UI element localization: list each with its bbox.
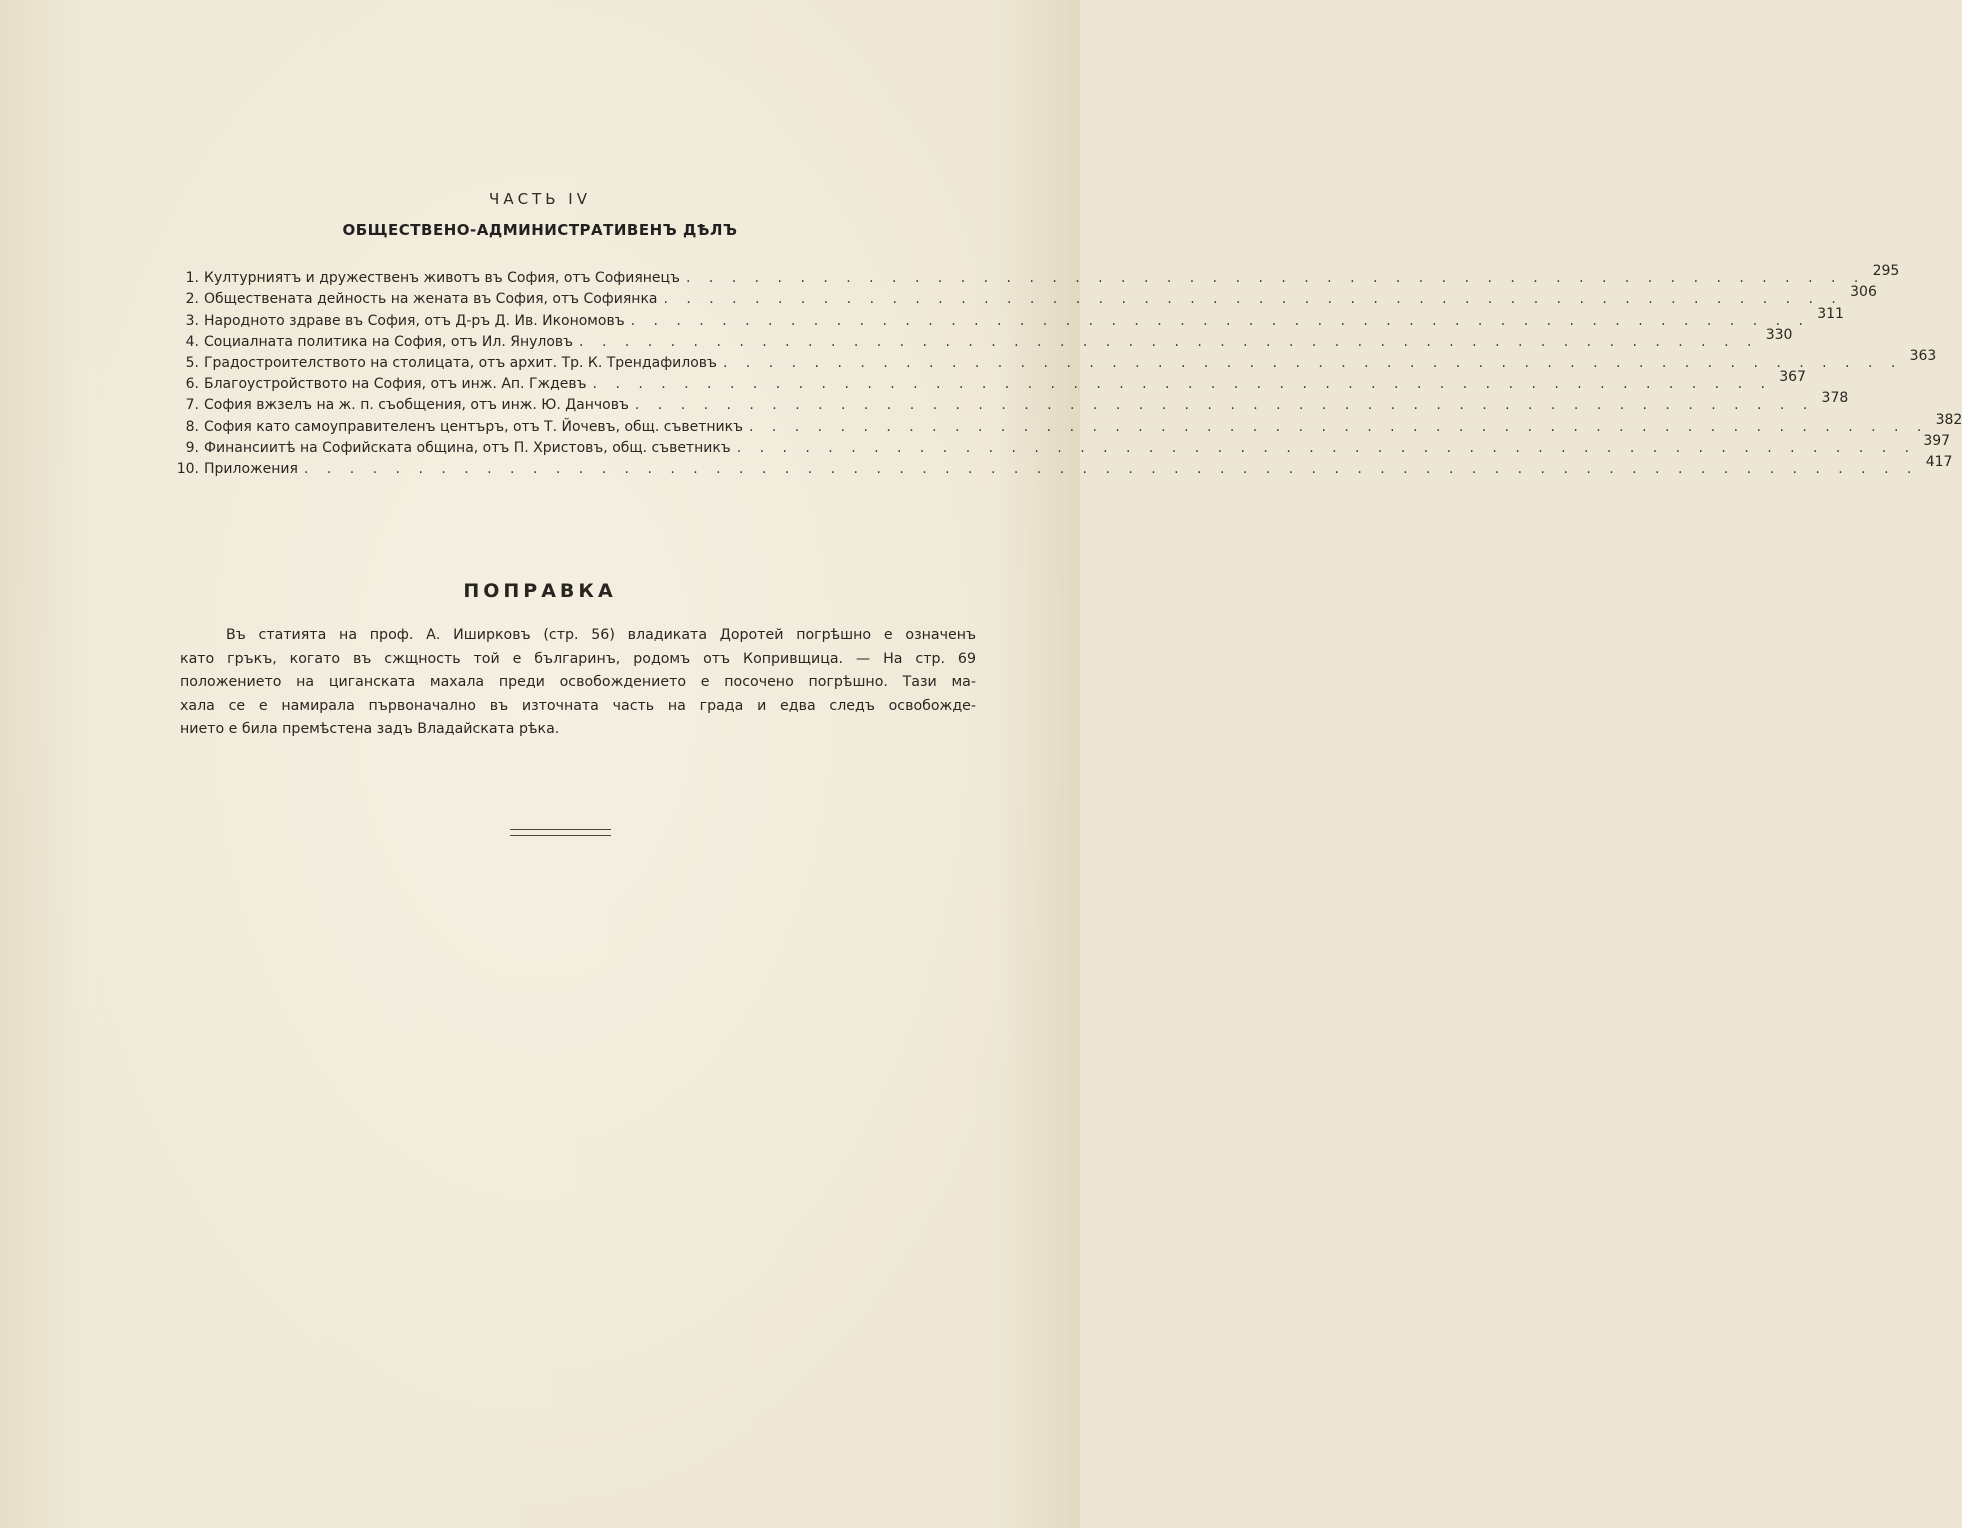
toc-entry <box>174 263 1900 287</box>
correction-line: положението на циганската махала преди освобождението е посочено погрѣшно. Тази ма- <box>180 674 976 690</box>
toc-entry-number: 9. <box>185 439 199 456</box>
toc-entry <box>174 411 1962 435</box>
toc-entry-page: 363 <box>1909 347 1937 364</box>
toc-entry-number: 2. <box>185 291 199 308</box>
toc-leader-dots: . . . . . . . . . . . . . . . . . . . . . . . . . . . . . . . . . . . . . . . . . . . . . . . . . . . . <box>722 354 1903 371</box>
toc-entry-number: 8. <box>185 418 199 435</box>
toc-entry-title: София вжзелъ на ж. п. съобщения, отъ инж. Ю. Данчовъ <box>204 397 629 414</box>
toc-leader-dots: . . . . . . . . . . . . . . . . . . . . . . . . . . . . . . . . . . . . . . . . . . . . . . . . . . . . <box>736 439 1917 456</box>
toc-entry <box>174 369 1806 393</box>
toc-entry-page: 417 <box>1925 453 1953 470</box>
toc-entry-number: 5. <box>185 354 199 371</box>
correction-heading: ПОПРАВКА <box>463 580 617 602</box>
toc-entry <box>174 284 1877 308</box>
toc-leader-dots: . . . . . . . . . . . . . . . . . . . . . . . . . . . . . . . . . . . . . . . . . . . . . . . . . . . . <box>685 270 1866 287</box>
toc-entry-page: 367 <box>1779 369 1806 386</box>
toc-entry <box>174 432 1951 457</box>
toc-entry-title: Финансиитѣ на Софийската община, отъ П. Христовъ, общ. съветникъ <box>204 439 731 456</box>
toc-entry-page: 306 <box>1850 284 1877 301</box>
part-title: ОБЩЕСТВЕНО-АДМИНИСТРАТИВЕНЪ ДѢЛЪ <box>342 221 738 239</box>
correction-line: Въ статията на проф. А. Иширковъ (стр. 56) владиката Доротей погрѣшно е означенъ <box>226 627 976 643</box>
correction-line: хала се е намирала първоначално въ източната часть на града и едва следъ освобожде- <box>180 697 976 714</box>
toc-entry-page: 295 <box>1872 263 1900 280</box>
table-of-contents <box>174 263 1962 478</box>
toc-entry-title: София като самоуправителенъ центъръ, отъ Т. Йочевъ, общ. съветникъ <box>204 418 743 435</box>
toc-entry-number: 6. <box>185 376 199 393</box>
correction-line: като гръкъ, когато въ сжщность той е българинъ, родомъ отъ Копривщица. — На стр. 69 <box>180 650 976 667</box>
toc-leader-dots: . . . . . . . . . . . . . . . . . . . . . . . . . . . . . . . . . . . . . . . . . . . . . . . . . . . . <box>630 312 1810 329</box>
toc-entry-page: 378 <box>1821 390 1849 407</box>
toc-entry-title: Приложения <box>204 460 298 477</box>
toc-entry-number: 10. <box>176 460 199 477</box>
toc-entry <box>174 305 1844 329</box>
toc-leader-dots: . . . . . . . . . . . . . . . . . . . . . . . . . . . . . . . . . . . . . . . . . . . . . . . . . . . . <box>663 291 1843 308</box>
toc-entry-page: 382 <box>1935 411 1962 428</box>
toc-leader-dots: . . . . . . . . . . . . . . . . . . . . . . . . . . . . . . . . . . . . . . . . . . . . . . . . . . . . <box>592 376 1772 393</box>
toc-entry-page: 330 <box>1765 326 1793 343</box>
toc-entry-title: Градостроителството на столицата, отъ архит. Тр. К. Трендафиловъ <box>204 354 717 371</box>
toc-leader-dots: . . . . . . . . . . . . . . . . . . . . . . . . . . . . . . . . . . . . . . . . . . . . . . . . . . . . <box>634 397 1815 414</box>
toc-entry-page: 311 <box>1817 305 1844 322</box>
toc-entry-number: 4. <box>185 333 199 350</box>
toc-entry-title: Обществената дейность на жената въ София, отъ Софиянка <box>204 291 658 308</box>
toc-entry-number: 7. <box>185 397 199 414</box>
toc-leader-dots: . . . . . . . . . . . . . . . . . . . . . . . . . . . . . . . . . . . . . . . . . . . . . . . . . . . . <box>748 418 1929 435</box>
toc-entry <box>174 390 1849 414</box>
toc-leader-dots: . . . . . . . . . . . . . . . . . . . . . . . . . . . . . . . . . . . . . . . . . . . . . . . . . . . . . . . . . . . . . . . . . . . . . . . <box>303 460 1919 477</box>
toc-entry-title: Културниятъ и дружественъ животъ въ София, отъ Софиянецъ <box>204 270 680 287</box>
toc-entry <box>174 347 1937 372</box>
correction-line: нието е била премѣстена задъ Владайската рѣка. <box>180 721 560 737</box>
toc-entry <box>174 326 1793 351</box>
part-label: ЧАСТЬ IV <box>489 190 591 208</box>
toc-entry-title: Народното здраве въ София, отъ Д-ръ Д. Ив. Икономовъ <box>204 312 625 329</box>
section-divider <box>510 829 611 836</box>
toc-entry <box>174 453 1953 478</box>
toc-entry-number: 1. <box>185 270 199 287</box>
toc-entry-number: 3. <box>185 312 199 329</box>
correction-paragraph <box>180 624 976 742</box>
toc-entry-title: Благоустройството на София, отъ инж. Ап. Гждевъ <box>204 376 587 393</box>
toc-entry-page: 397 <box>1923 432 1951 449</box>
toc-leader-dots: . . . . . . . . . . . . . . . . . . . . . . . . . . . . . . . . . . . . . . . . . . . . . . . . . . . . <box>579 333 1759 350</box>
toc-entry-title: Социалната политика на София, отъ Ил. Януловъ <box>204 333 574 350</box>
